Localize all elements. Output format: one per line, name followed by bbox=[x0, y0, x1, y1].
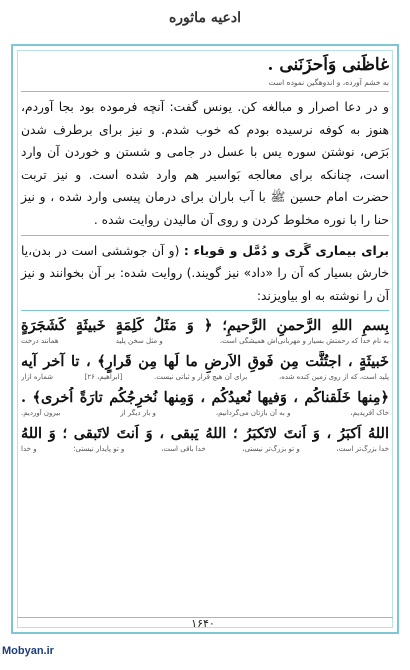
quran-gloss-item: به نام خدا که رحمتش بسیار و مهربانی‌اش همیشگی است، bbox=[219, 337, 389, 346]
section-divider bbox=[21, 235, 389, 236]
quran-gloss-item: خاک آفریدیم، bbox=[350, 409, 389, 418]
quran-gloss-item: برای آن هیچ قرار و ثباتی نیست. bbox=[153, 373, 248, 382]
paragraph-remedies: و در دعا اصرار و مبالغه کن. یونس گفت: آنچه فرموده بود بجا آوردم، هنوز به کوفه نرسیده بودم که خوب شدم. و نیز برای برطرف شدن بَرَص، نوشتن سوره یس با عسل در جامی و شستن و خوردن آن وارد است، چنانکه برای معالجه بَواسیر هم وارد شده است. و نیز تربت حضرت امام حسین ﷺ با آب باران برای درمان پیسی وارد شده ، و نیز حنا را با نوره مخلوط کردن و روی آن مالیدن روایت شده . bbox=[21, 100, 389, 227]
section-divider bbox=[21, 91, 389, 92]
quran-gloss-line bbox=[21, 337, 389, 346]
quran-gloss-line bbox=[21, 373, 389, 382]
page-frame bbox=[11, 44, 399, 634]
site-watermark: Mobyan.ir bbox=[2, 645, 54, 657]
quran-gloss-item: و مثل سخن پلید bbox=[115, 337, 163, 346]
quran-verse-line: ﴿مِنها خَلَقناكُم ، وَفیها نُعیدُكُم ، وَمِنها نُخرِجُكُم تارَةً اُخرى﴾ . bbox=[21, 389, 389, 407]
arabic-supplication-line: غاظَنی وَاَحزَنَنی . bbox=[267, 55, 389, 75]
page-header-title: ادعیه ماثوره bbox=[168, 10, 242, 26]
quran-gloss-item: [ابراهیم، ۲۶] bbox=[84, 373, 123, 382]
quran-gloss-line bbox=[21, 409, 389, 418]
quran-gloss-item: و بار دیگر از bbox=[120, 409, 156, 418]
page-number: ۱۶۴۰ bbox=[191, 617, 215, 630]
quran-gloss-line bbox=[21, 445, 389, 454]
quran-gloss-item: پلید است، که از روی زمین کنده شده، bbox=[278, 373, 389, 382]
section-heading-skin-diseases: برای بیماری گَری و دُمَّل و قوباء : bbox=[183, 243, 389, 258]
quran-gloss-item: و تو پایدار نیستی؛ bbox=[73, 445, 125, 454]
quran-block bbox=[21, 315, 389, 454]
section-divider bbox=[21, 310, 389, 311]
quran-gloss-item: و خدا bbox=[21, 445, 37, 454]
page-content bbox=[21, 52, 389, 459]
quran-verse-line: بِسمِ اللهِ الرَّحمنِ الرَّحیمِ؛ ﴿ وَ مَثَلُ كَلِمَةٍ خَبیثَةٍ كَشَجَرَةٍ bbox=[21, 317, 389, 335]
quran-verse-line: اللهُ اَكبَرُ ، وَ اَنتَ لاتَكبَرُ ؛ اللهُ یَبقى ، وَ اَنتَ لاتَبقى ؛ وَ اللهُ bbox=[21, 425, 389, 443]
quran-gloss-item: و به آن بازتان می‌گردانیم، bbox=[215, 409, 291, 418]
quran-gloss-item: همانند درخت bbox=[21, 337, 59, 346]
quran-gloss-item: خدا بزرگ‌تر است، bbox=[336, 445, 389, 454]
quran-gloss-item: شماره ازار bbox=[21, 373, 53, 382]
quran-gloss-item: بیرون آوردیم. bbox=[21, 409, 61, 418]
paragraph-skin-diseases bbox=[21, 240, 389, 308]
quran-verse-line: خَبیثَةٍ ، اجتُثَّت مِن فَوقِ الاَرضِ ما لَها مِن قَرارٍ﴾ ، تا آخر آیه bbox=[21, 353, 389, 371]
quran-gloss-item: خدا باقی است، bbox=[161, 445, 206, 454]
quran-gloss-item: و تو بزرگ‌تر نیستی، bbox=[242, 445, 300, 454]
paragraph-skin-diseases-text: (و آن جوششی است در بدن،یا خارش بسیار که آن را «داد» نیز گویند.) روایت شده: بر آن بخوانند و نیز آن را نوشته به او بیاویزند: bbox=[21, 243, 389, 303]
arabic-translation-gloss: به خشم آورده، و اندوهگین نموده است bbox=[268, 78, 389, 87]
